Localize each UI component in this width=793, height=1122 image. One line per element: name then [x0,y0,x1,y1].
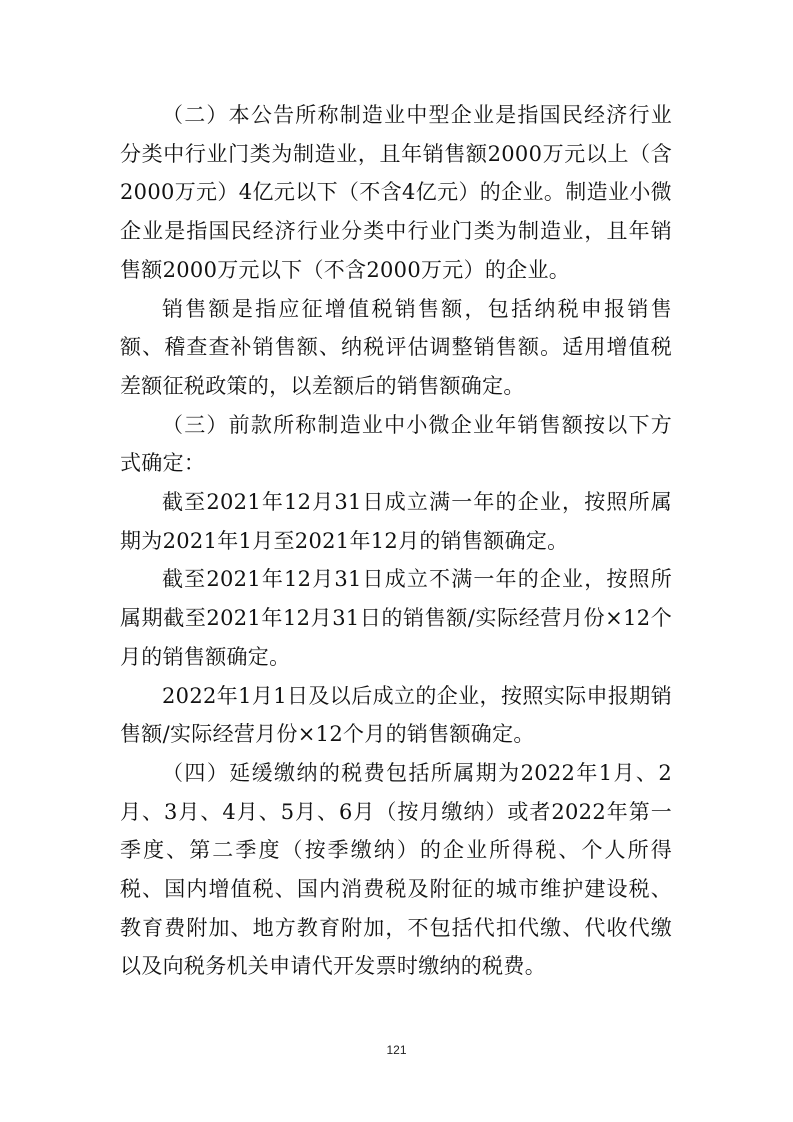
page-number: 121 [386,1043,407,1057]
paragraph-sales-definition: 销售额是指应征增值税销售额，包括纳税申报销售额、稽查查补销售额、纳税评估调整销售额。适用增值税差额征税政策的，以差额后的销售额确定。 [120,296,672,398]
paragraph-sales-determination: （三）前款所称制造业中小微企业年销售额按以下方式确定： [120,412,672,476]
paragraph-established-after-2022: 2022年1月1日及以后成立的企业，按照实际申报期销售额/实际经营月份×12个月的销售额确定。 [120,683,672,747]
paragraph-established-under-one-year: 截至2021年12月31日成立不满一年的企业，按照所属期截至2021年12月31日的销售额/实际经营月份×12个月的销售额确定。 [120,567,672,669]
paragraph-established-over-one-year: 截至2021年12月31日成立满一年的企业，按照所属期为2021年1月至2021年12月的销售额确定。 [120,490,672,553]
paragraph-medium-enterprise-definition: （二）本公告所称制造业中型企业是指国民经济行业分类中行业门类为制造业，且年销售额2000万元以上（含2000万元）4亿元以下（不含4亿元）的企业。制造业小微企业是指国民经济行业分类中行业门类为制造业，且年销售额2000万元以下（不含2000万元）的企业。 [120,103,672,282]
document-body [120,96,672,986]
paragraph-deferred-taxes: （四）延缓缴纳的税费包括所属期为2022年1月、2月、3月、4月、5月、6月（按月缴纳）或者2022年第一季度、第二季度（按季缴纳）的企业所得税、个人所得税、国内增值税、国内消费税及附征的城市维护建设税、教育费附加、地方教育附加，不包括代扣代缴、代收代缴以及向税务机关申请代开发票时缴纳的税费。 [120,760,672,979]
